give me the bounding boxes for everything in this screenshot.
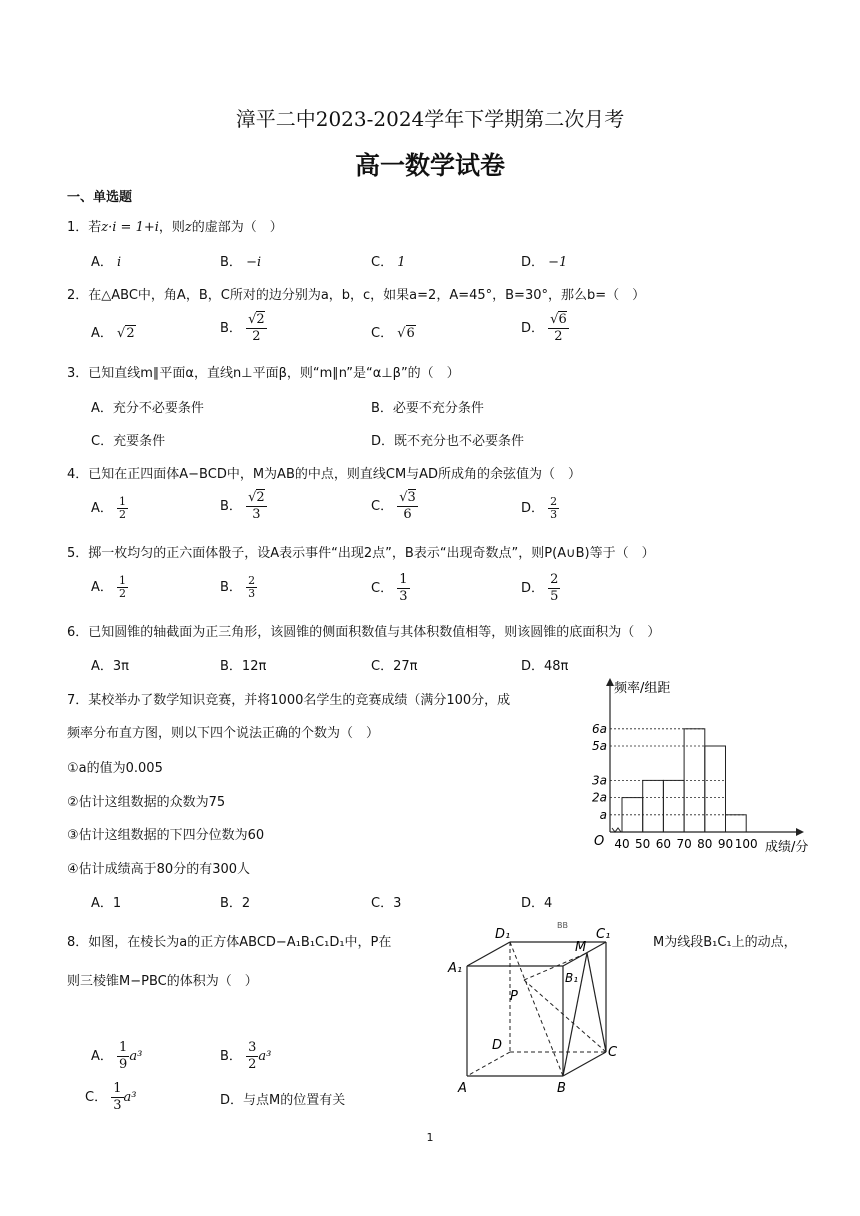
segment-d1b	[510, 942, 563, 1076]
question-8-line1a: 8．如图，在棱长为a的正方体ABCD−A₁B₁C₁D₁中，P在	[67, 935, 392, 950]
q7-statement-1: ①a的值为0.005	[67, 761, 163, 776]
x-tick-label: 100	[734, 837, 758, 851]
q3-option-c[interactable]: C．充要条件	[91, 434, 166, 449]
x-tick-label: 40	[614, 837, 630, 851]
q2-option-a[interactable]: A． √2	[91, 326, 135, 341]
q5-option-b[interactable]: B． $\frac{2}{3}$	[220, 574, 256, 600]
q6-option-b[interactable]: B．12π	[220, 659, 267, 674]
q7-option-a[interactable]: A．1	[91, 896, 122, 911]
label-clipped: BB	[557, 921, 568, 930]
histogram-bar	[726, 815, 747, 832]
q8-option-b[interactable]: B． $\frac{3}{2}$ a³	[220, 1040, 272, 1072]
question-5-stem: 5．掷一枚均匀的正六面体骰子，设A表示事件“出现2点”，B表示“出现奇数点”，则P(A∪B)等于（ ）	[67, 546, 655, 561]
edge-bc	[563, 1052, 606, 1076]
question-6-stem: 6．已知圆锥的轴截面为正三角形，该圆锥的侧面积数值与其体积数值相等，则该圆锥的底面积为（ ）	[67, 625, 661, 640]
q4-option-a[interactable]: A． $\frac{1}{2}$	[91, 495, 127, 521]
q5-option-d[interactable]: D． $\frac{2}{5}$	[521, 572, 559, 604]
x-axis-arrow	[796, 828, 804, 836]
y-tick-label: 6a	[592, 721, 607, 736]
q4-option-c[interactable]: C． $\frac{√3}{6}$	[371, 490, 416, 522]
label-d: D	[492, 1038, 503, 1053]
y-axis-arrow	[606, 678, 614, 686]
edge-d1a1	[467, 942, 510, 966]
x-tick-label: 50	[635, 837, 651, 851]
page-number: 1	[426, 1131, 434, 1144]
histogram-bar	[643, 780, 664, 832]
label-b1: B₁	[565, 971, 579, 985]
q7-option-c[interactable]: C．3	[371, 896, 402, 911]
x-tick-label: 90	[717, 837, 734, 851]
question-7-line2: 频率分布直方图，则以下四个说法正确的个数为（ ）	[67, 726, 380, 741]
frequency-histogram	[580, 672, 820, 857]
question-8-line2: 则三棱锥M−PBC的体积为（ ）	[67, 974, 258, 989]
q2-option-d[interactable]: D． $\frac{√6}{2}$	[521, 312, 567, 344]
q2-option-b[interactable]: B． $\frac{√2}{2}$	[220, 312, 265, 344]
q3-option-b[interactable]: B．必要不充分条件	[371, 401, 484, 416]
label-c1: C₁	[596, 927, 611, 942]
x-tick-label: 60	[655, 837, 672, 851]
q1-option-b[interactable]: B． −i	[220, 255, 262, 270]
label-d1: D₁	[495, 927, 511, 942]
edge-da	[467, 1052, 510, 1076]
q5-option-a[interactable]: A． $\frac{1}{2}$	[91, 574, 127, 600]
exam-subtitle: 高一数学试卷	[354, 151, 505, 180]
y-tick-label: 5a	[592, 739, 607, 753]
y-axis-label: 频率/组距	[614, 681, 671, 696]
question-7-line1: 7．某校举办了数学知识竞赛，并将1000名学生的竞赛成绩（满分100分，成	[67, 693, 511, 708]
q7-option-b[interactable]: B．2	[220, 896, 251, 911]
q1-option-a[interactable]: A． i	[91, 255, 122, 270]
x-tick-label: 70	[676, 837, 692, 851]
question-1-stem: 1．若z·i = 1+i，则z的虚部为（ ）	[67, 220, 283, 235]
x-tick-label: 80	[697, 837, 713, 851]
question-2-stem: 2．在△ABC中，角A，B，C所对的边分别为a，b，c，如果a=2，A=45°，B=30°，那么b=（ ）	[67, 288, 646, 303]
label-c: C	[608, 1045, 618, 1060]
q1-option-c[interactable]: C． 1	[371, 255, 406, 270]
question-3-stem: 3．已知直线m∥平面α，直线n⊥平面β，则“m∥n”是“α⊥β”的（ ）	[67, 366, 460, 381]
q8-option-c[interactable]: C． $\frac{1}{3}$ a³	[85, 1081, 137, 1113]
q8-option-d[interactable]: D．与点M的位置有关	[220, 1093, 346, 1108]
q3-option-d[interactable]: D．既不充分也不必要条件	[371, 434, 525, 449]
q4-option-b[interactable]: B． $\frac{√2}{3}$	[220, 490, 265, 522]
q8-option-a[interactable]: A． $\frac{1}{9}$ a³	[91, 1040, 143, 1072]
q1-option-d[interactable]: D． −1	[521, 255, 568, 270]
q7-statement-4: ④估计成绩高于80分的有300人	[67, 862, 251, 877]
histogram-bar	[663, 780, 684, 832]
label-m: M	[575, 940, 587, 955]
origin-label: O	[594, 834, 605, 849]
q6-option-a[interactable]: A．3π	[91, 659, 129, 674]
q4-option-d[interactable]: D． $\frac{2}{3}$	[521, 495, 558, 521]
q3-option-a[interactable]: A．充分不必要条件	[91, 401, 204, 416]
label-p: P	[510, 989, 518, 1004]
q7-option-d[interactable]: D．4	[521, 896, 553, 911]
question-8-line1b: M为线段B₁C₁上的动点，	[653, 935, 797, 950]
question-4-stem: 4．已知在正四面体A−BCD中，M为AB的中点，则直线CM与AD所成角的余弦值为（ ）	[67, 467, 582, 482]
y-tick-label: 2a	[592, 790, 607, 805]
label-a1: A₁	[448, 961, 463, 976]
exam-title: 漳平二中2023-2024学年下学期第二次月考	[235, 107, 625, 131]
x-axis-label: 成绩/分	[765, 840, 809, 855]
label-a: A	[458, 1081, 467, 1096]
q6-option-d[interactable]: D．48π	[521, 659, 569, 674]
cube-figure	[440, 920, 650, 1100]
q7-statement-2: ②估计这组数据的众数为75	[67, 795, 226, 810]
y-tick-label: a	[599, 807, 607, 822]
q5-option-c[interactable]: C． $\frac{1}{3}$	[371, 572, 408, 604]
q2-option-c[interactable]: C． √6	[371, 326, 415, 341]
histogram-bar	[705, 746, 726, 832]
y-tick-label: 3a	[592, 773, 607, 788]
label-b: B	[557, 1081, 566, 1096]
q6-option-c[interactable]: C．27π	[371, 659, 418, 674]
segment-mc	[587, 953, 606, 1052]
section-heading: 一、单选题	[67, 190, 133, 205]
q7-statement-3: ③估计这组数据的下四分位数为60	[67, 828, 265, 843]
